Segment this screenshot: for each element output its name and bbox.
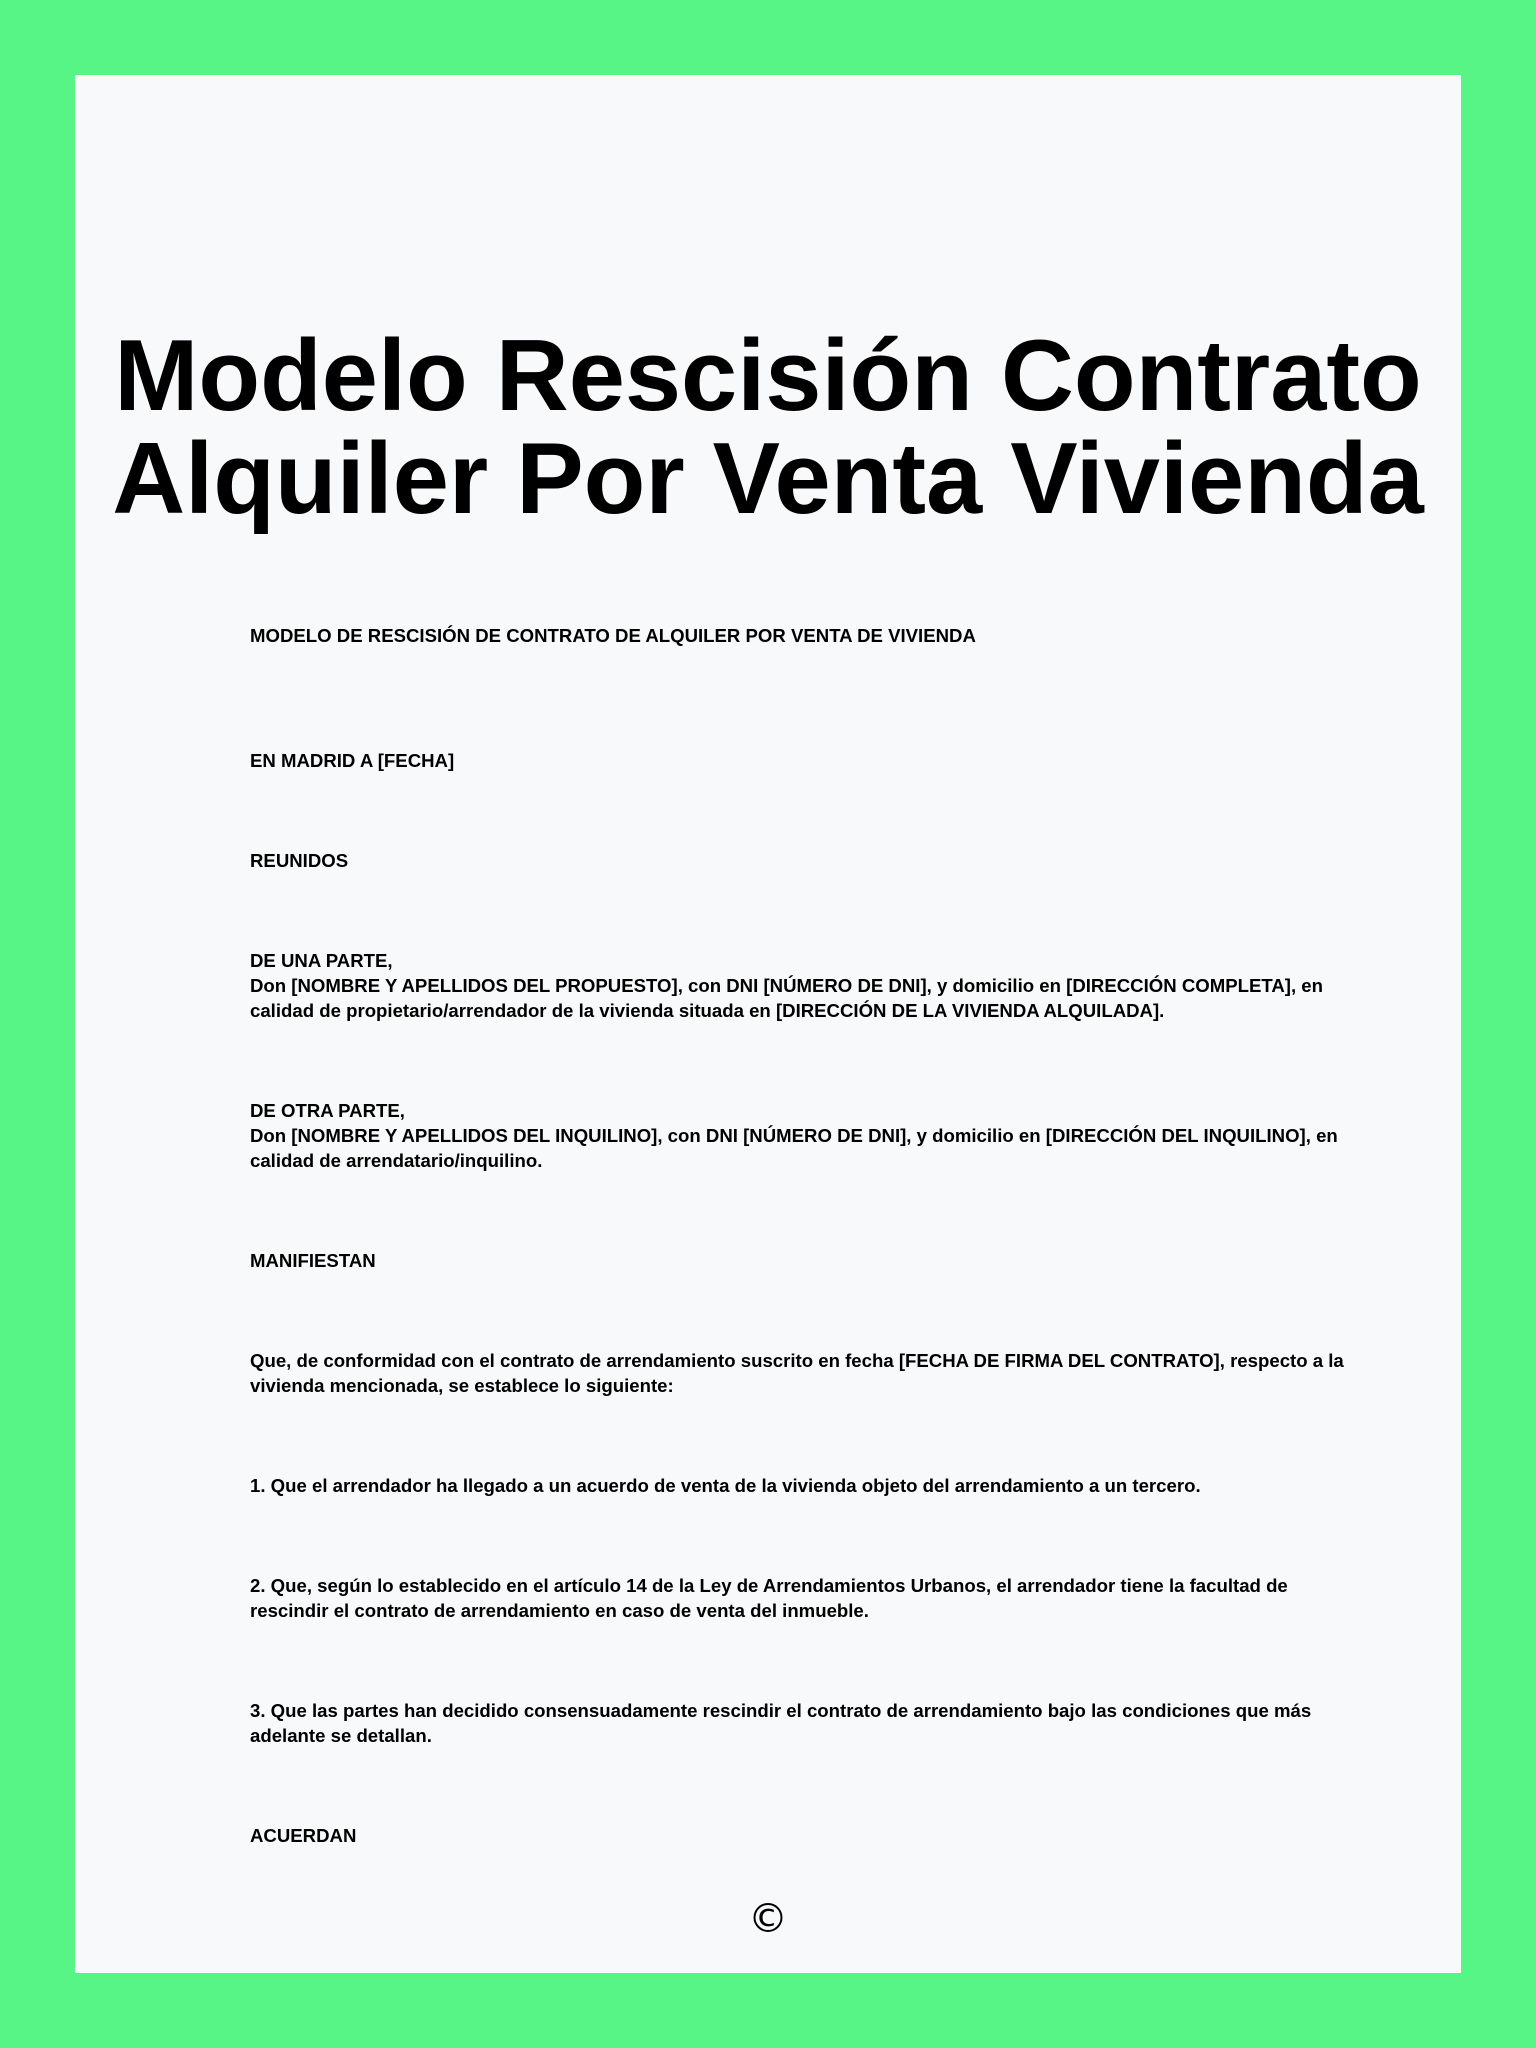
page-title-line-2: Alquiler Por Venta Vivienda (112, 423, 1424, 535)
document-body (250, 623, 1350, 1848)
place-date: EN MADRID A [FECHA] (250, 750, 455, 771)
party2-text: Don [NOMBRE Y APELLIDOS DEL INQUILINO], con DNI [NÚMERO DE DNI], y domicilio en [DIRECCIÓN DEL INQUILINO], en calidad de arrendatario/inquilino. (250, 1125, 1338, 1171)
party2-label: DE OTRA PARTE, (250, 1100, 405, 1121)
point-2: 2. Que, según lo establecido en el artículo 14 de la Ley de Arrendamientos Urbanos, el arrendador tiene la facultad de rescindir el contrato de arrendamiento en caso de venta del inmueble. (250, 1575, 1288, 1621)
section-acuerdan: ACUERDAN (250, 1825, 357, 1846)
document-page (75, 75, 1461, 1973)
party1-text: Don [NOMBRE Y APELLIDOS DEL PROPUESTO], con DNI [NÚMERO DE DNI], y domicilio en [DIRECCIÓN COMPLETA], en calidad de propietario/arrendador de la vivienda situada en [DIRECCIÓN DE LA VIVIENDA ALQUILADA]. (250, 975, 1323, 1021)
section-manifiestan: MANIFIESTAN (250, 1250, 376, 1271)
page-title (75, 320, 1461, 535)
section-reunidos: REUNIDOS (250, 850, 349, 871)
document-heading: MODELO DE RESCISIÓN DE CONTRATO DE ALQUILER POR VENTA DE VIVIENDA (250, 625, 976, 646)
point-1: 1. Que el arrendador ha llegado a un acuerdo de venta de la vivienda objeto del arrendamiento a un tercero. (250, 1475, 1201, 1496)
page-title-line-1: Modelo Rescisión Contrato (114, 320, 1422, 432)
point-3: 3. Que las partes han decidido consensuadamente rescindir el contrato de arrendamiento bajo las condiciones que más adelante se detallan. (250, 1700, 1312, 1746)
copyright-icon: © (748, 1896, 788, 1942)
party1-label: DE UNA PARTE, (250, 950, 393, 971)
intro-paragraph: Que, de conformidad con el contrato de arrendamiento suscrito en fecha [FECHA DE FIRMA DEL CONTRATO], respecto a la vivienda mencionada, se establece lo siguiente: (250, 1350, 1344, 1396)
